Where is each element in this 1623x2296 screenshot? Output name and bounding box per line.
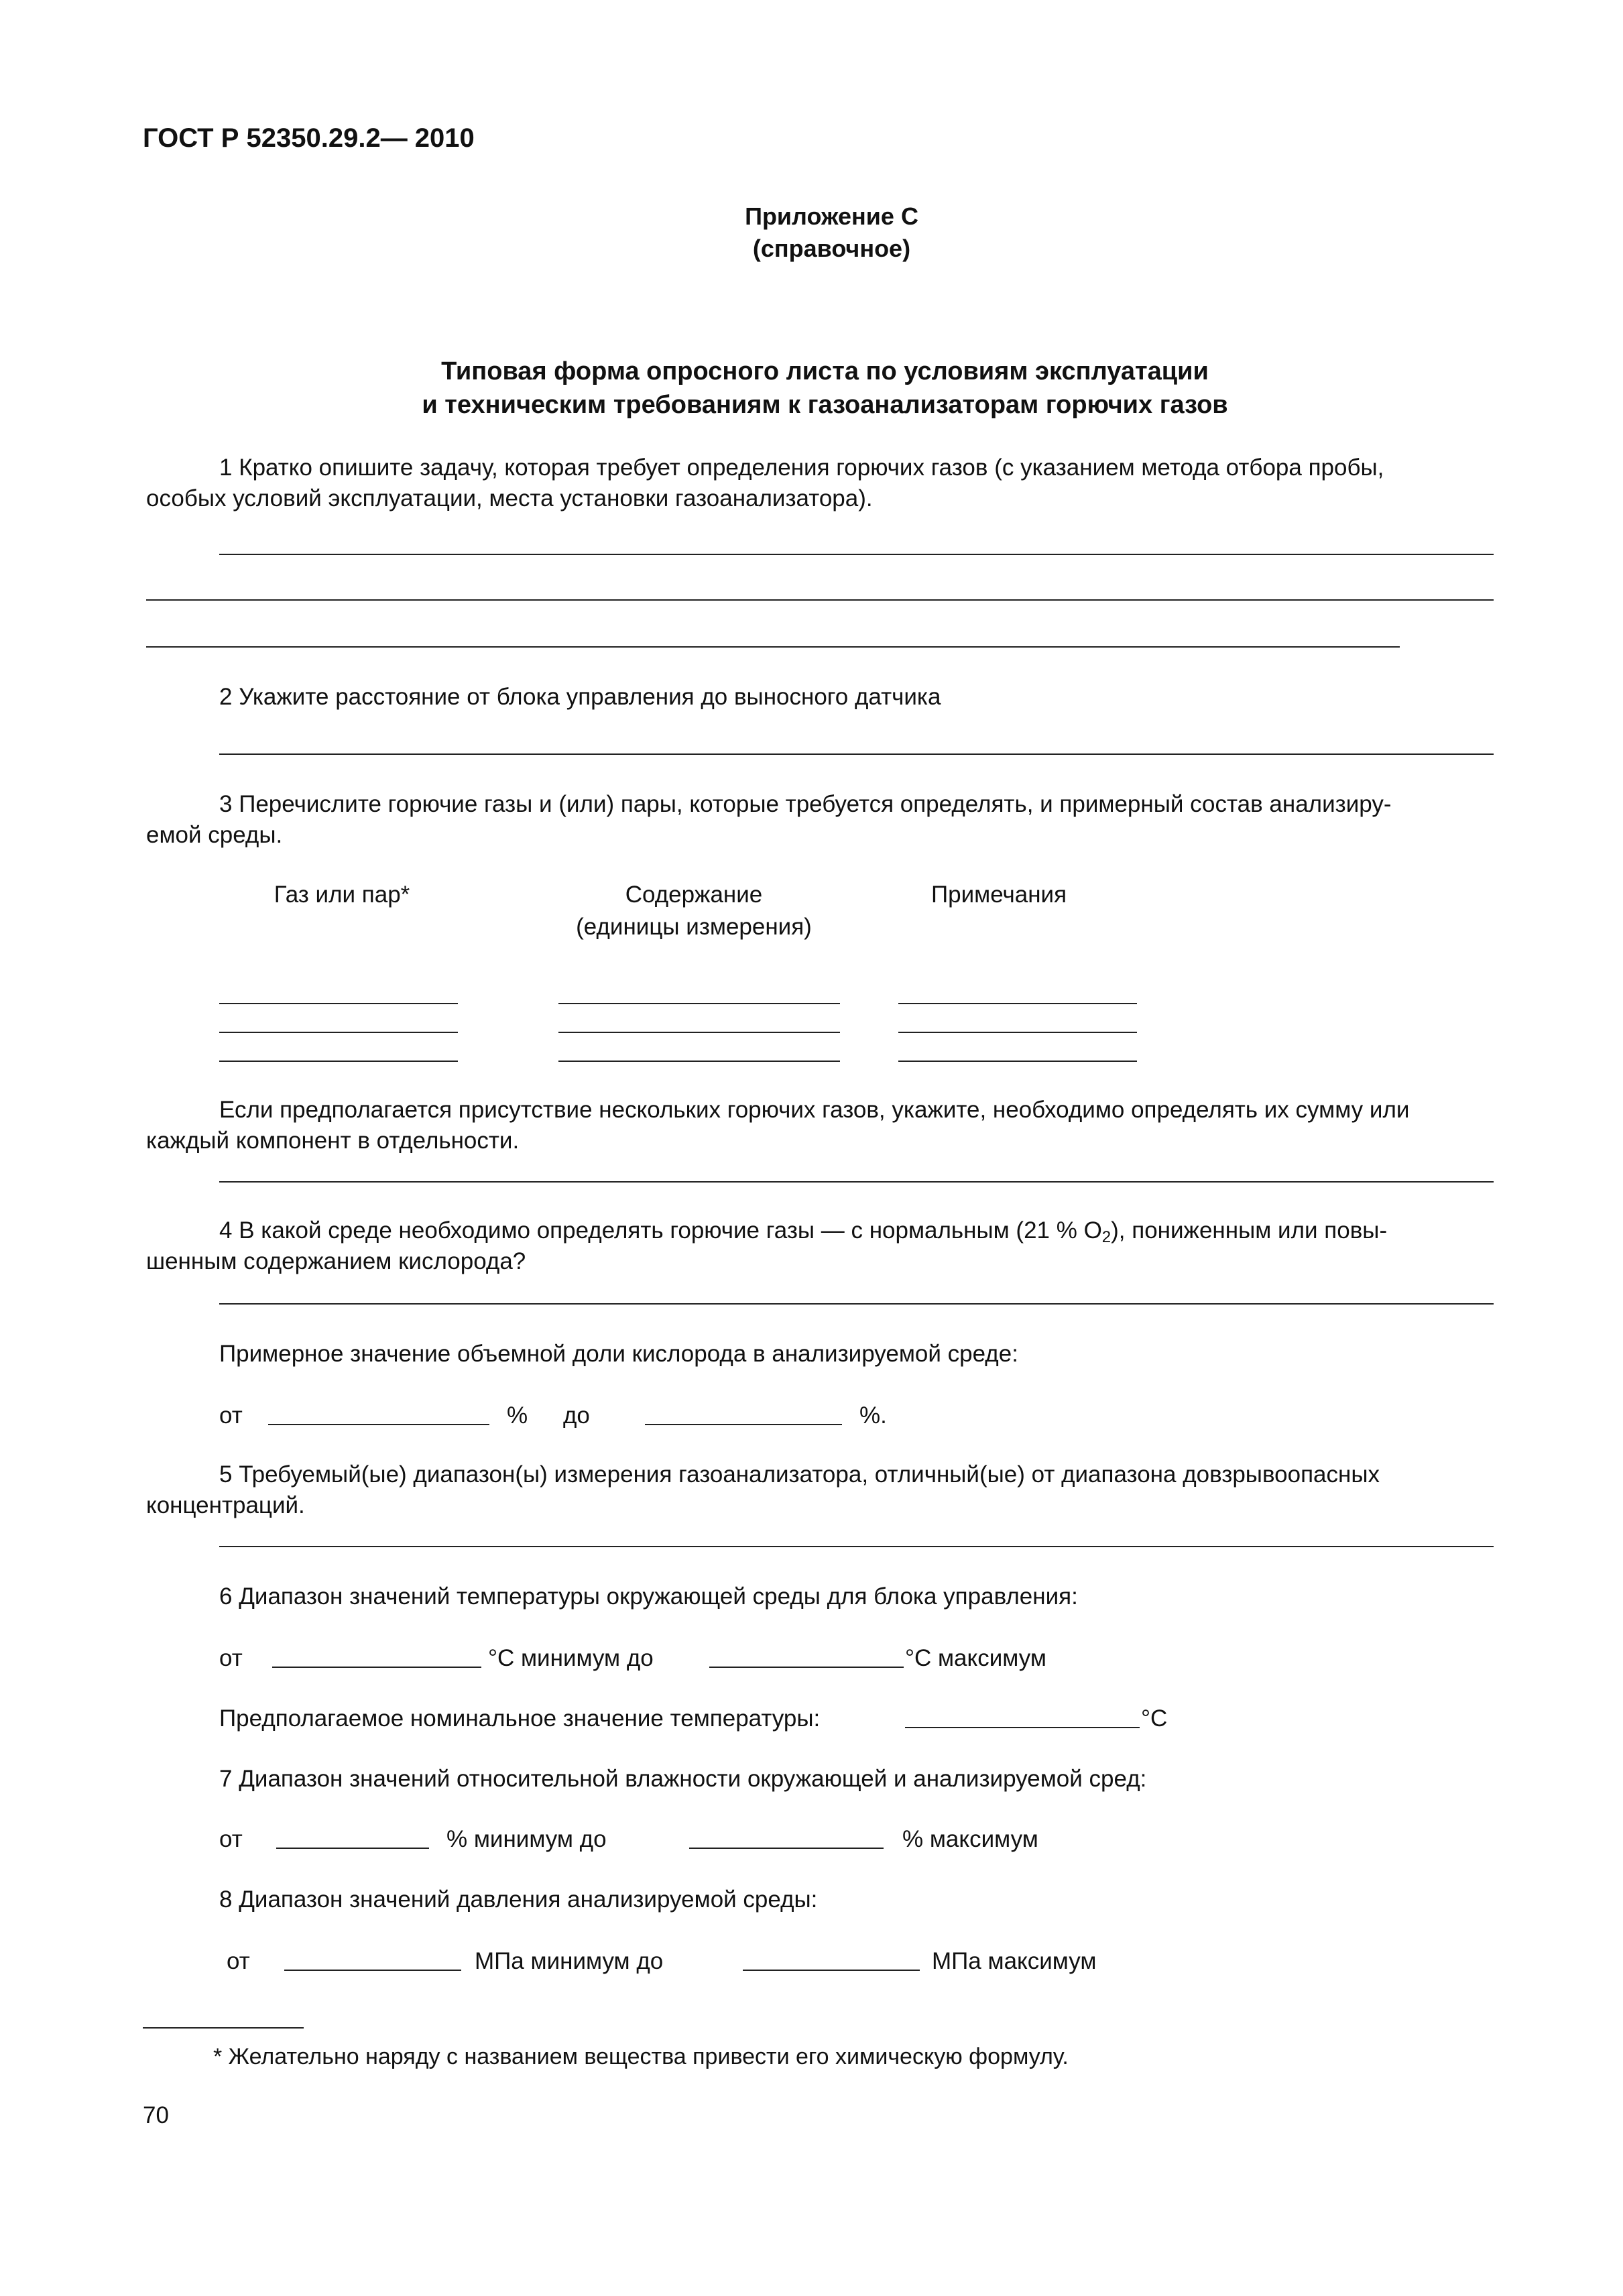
temperature-min-label: °С минимум до xyxy=(488,1645,654,1671)
oxygen-to-label: до xyxy=(563,1402,590,1429)
q7-text: 7 Диапазон значений относительной влажности окружающей и анализируемой сред: xyxy=(219,1766,1147,1792)
notes-entry-line-2[interactable] xyxy=(898,1032,1137,1033)
q1-line2: особых условий эксплуатации, места установки газоанализатора). xyxy=(146,485,873,511)
page-number: 70 xyxy=(143,2102,169,2128)
q8-from-label: от xyxy=(227,1948,250,1974)
column-gas-header: Газ или пар* xyxy=(274,882,410,908)
q5-answer-line[interactable] xyxy=(219,1546,1494,1547)
pressure-max-label: МПа максимум xyxy=(932,1948,1097,1974)
column-content-header: Содержание xyxy=(625,882,763,908)
content-entry-line-3[interactable] xyxy=(558,1061,840,1062)
q3-line2: емой среды. xyxy=(146,822,283,848)
oxygen-to-field[interactable] xyxy=(645,1424,842,1425)
form-title-line2: и техническим требованиям к газоанализаторам горючих газов xyxy=(422,391,1228,419)
humidity-max-label: % максимум xyxy=(902,1826,1038,1852)
oxygen-fraction-label: Примерное значение объемной доли кислорода в анализируемой среде: xyxy=(219,1341,1018,1367)
q1-answer-line-1[interactable] xyxy=(219,554,1494,555)
q3-multi-answer-line[interactable] xyxy=(219,1181,1494,1183)
oxygen-from-label: от xyxy=(219,1402,243,1429)
column-content-units: (единицы измерения) xyxy=(576,914,812,940)
q3-multi-line2: каждый компонент в отдельности. xyxy=(146,1128,520,1154)
q4-line1: 4 В какой среде необходимо определять горючие газы — с нормальным (21 % $O_2$), пониженным или повы- xyxy=(219,1217,1388,1246)
q1-answer-line-3[interactable] xyxy=(146,646,1400,648)
column-notes-header: Примечания xyxy=(930,882,1067,908)
appendix-title: Приложение С xyxy=(745,202,918,230)
q5-line2: концентраций. xyxy=(146,1492,305,1518)
pressure-max-field[interactable] xyxy=(743,1970,920,1971)
oxygen-percent-2: %. xyxy=(859,1402,887,1429)
q8-text: 8 Диапазон значений давления анализируемой среды: xyxy=(219,1886,818,1913)
appendix-note: (справочное) xyxy=(752,235,911,262)
gas-entry-line-1[interactable] xyxy=(219,1003,458,1004)
nominal-temperature-unit: °С xyxy=(1141,1705,1168,1732)
notes-entry-line-3[interactable] xyxy=(898,1061,1137,1062)
temperature-max-label: °С максимум xyxy=(905,1645,1046,1671)
q4-line2: шенным содержанием кислорода? xyxy=(146,1248,526,1274)
footnote-text: * Желательно наряду с названием вещества привести его химическую формулу. xyxy=(213,2044,1069,2069)
oxygen-from-field[interactable] xyxy=(268,1424,489,1425)
q6-from-label: от xyxy=(219,1645,243,1671)
content-entry-line-1[interactable] xyxy=(558,1003,840,1004)
q3-line1: 3 Перечислите горючие газы и (или) пары, которые требуется определять, и примерный состав анализиру- xyxy=(219,791,1392,817)
form-title-line1: Типовая форма опросного листа по условиям эксплуатации xyxy=(441,357,1209,385)
q7-from-label: от xyxy=(219,1826,243,1852)
gas-entry-line-3[interactable] xyxy=(219,1061,458,1062)
nominal-temperature-field[interactable] xyxy=(905,1727,1140,1728)
oxygen-percent-1: % xyxy=(507,1402,528,1429)
q2-text: 2 Укажите расстояние от блока управления до выносного датчика xyxy=(219,684,941,710)
q2-answer-line[interactable] xyxy=(219,753,1494,755)
q5-line1: 5 Требуемый(ые) диапазон(ы) измерения газоанализатора, отличный(ые) от диапазона довзрывоопасных xyxy=(219,1461,1380,1488)
humidity-min-label: % минимум до xyxy=(446,1826,607,1852)
content-entry-line-2[interactable] xyxy=(558,1032,840,1033)
q4-answer-line[interactable] xyxy=(219,1303,1494,1305)
document-number: ГОСТ Р 52350.29.2— 2010 xyxy=(143,123,475,153)
footnote-separator xyxy=(143,2027,304,2029)
notes-entry-line-1[interactable] xyxy=(898,1003,1137,1004)
q1-answer-line-2[interactable] xyxy=(146,599,1494,601)
pressure-min-label: МПа минимум до xyxy=(475,1948,664,1974)
humidity-min-field[interactable] xyxy=(276,1848,429,1849)
q6-text: 6 Диапазон значений температуры окружающей среды для блока управления: xyxy=(219,1583,1078,1610)
temperature-max-field[interactable] xyxy=(709,1667,904,1668)
pressure-min-field[interactable] xyxy=(284,1970,461,1971)
q1-line1: 1 Кратко опишите задачу, которая требует определения горючих газов (с указанием метода отбора пробы, xyxy=(219,455,1384,481)
humidity-max-field[interactable] xyxy=(689,1848,884,1849)
nominal-temperature-label: Предполагаемое номинальное значение температуры: xyxy=(219,1705,821,1732)
temperature-min-field[interactable] xyxy=(272,1667,481,1668)
q3-multi-line1: Если предполагается присутствие нескольких горючих газов, укажите, необходимо определять их сумму или xyxy=(219,1097,1410,1123)
gas-entry-line-2[interactable] xyxy=(219,1032,458,1033)
